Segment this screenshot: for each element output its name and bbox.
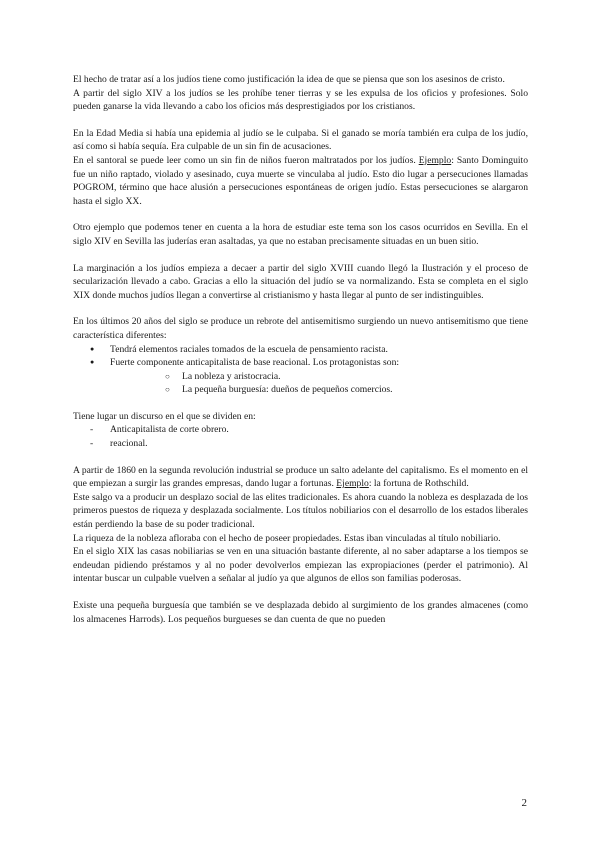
paragraph-desplazo: Este salgo va a producir un desplazo social de las elites tradicionales. Es ahora cuando la nobleza es desplazada de los primeros puestos de riqueza y desplazada socialmente. Los títulos nobiliarios con el desarrollo de los estados liberales están perdiendo la base de su poder tradicional. [73, 491, 528, 531]
paragraph-riqueza: La riqueza de la nobleza afloraba con el hecho de poseer propiedades. Estas iban vinculadas al título nobiliario. [73, 532, 501, 544]
example-label: Ejemplo [336, 478, 369, 490]
page-number: 2 [521, 797, 527, 809]
paragraph-1860: A partir de 1860 en la segunda revolución industrial se produce un salto adelante del capitalismo. Es el momento en el que empiezan a surgir las grandes empresas, dando lugar a fortunas. Ejemplo: la fortuna de Rothschild. [73, 464, 528, 490]
paragraph-siglo-xix: En el siglo XIX las casas nobiliarias se ven en una situación bastante diferente, al no saber adaptarse a los tiempos se endeudan pidiendo préstamos y al no poder devolverlos empiezan las expropiaciones (perder el patrimonio). Al intentar buscar un culpable vuelven a señalar al judío ya que algunos de ellos son familias poderosas. [73, 546, 528, 585]
paragraph-justification: El hecho de tratar así a los judíos tiene como justificación la idea de que se piensa que son los asesinos de cristo. [73, 74, 505, 85]
paragraph-discurso: Tiene lugar un discurso en el que se dividen en: [73, 410, 256, 422]
paragraph-middle-ages: En la Edad Media si había una epidemia al judío se le culpaba. Si el ganado se moría también era culpa de los judío, así como si había sequía. Era culpable de un sin fin de acusaciones. [73, 127, 528, 153]
sub-list [110, 370, 528, 397]
paragraph-prohibition: A partir del siglo XIV a los judíos se les prohíbe tener tierras y se les expulsa de los oficios y profesiones. Solo pueden ganarse la vida llevando a cabo los oficios más desprestigiados por los cristianos. [73, 87, 528, 113]
paragraph-sevilla: Otro ejemplo que podemos tener en cuenta a la hora de estudiar este tema son los casos ocurridos en Sevilla. En el siglo XIV en Sevilla las juderías eran asaltadas, ya que no estaban precisamente situadas en un buen sitio. [73, 222, 528, 247]
dash-list [73, 423, 528, 450]
dash-item: - reacional. [73, 437, 528, 451]
dash-item: - Anticapitalista de corte obrero. [73, 423, 528, 437]
document-body [73, 73, 528, 626]
paragraph-santoral: En el santoral se puede leer como un sin fin de niños fueron maltratados por los judíos. Ejemplo: Santo Dominguito fue un niño raptado, violado y asesinado, cuya muerte se vinculaba al judío. Esto dio lugar a persecuciones llamadas POGROM, término que hace alusión a persecuciones espontáneas de origen judío. Estas persecuciones se alargaron hasta el siglo XX. [73, 154, 529, 207]
example-label: Ejemplo [418, 154, 452, 166]
paragraph-marginacion: La marginación a los judíos empieza a decaer a partir del siglo XVIII cuando llegó la Ilustración y el proceso de secularización llevado a cabo. Gracias a ello la situación del judío se va normalizando. Esta se completa en el siglo XIX donde muchos judíos llegan a convertirse al cristianismo y hasta llegar al punto de ser indistinguibles. [73, 262, 528, 301]
paragraph-antisemitismo: En los últimos 20 años del siglo se produce un rebrote del antisemitismo surgiendo un nuevo antisemitismo que tiene característica diferentes: [73, 316, 528, 341]
bullet-item: ● Tendrá elementos raciales tomados de la escuela de pensamiento racista. [73, 343, 528, 357]
bullet-item: ● Fuerte componente anticapitalista de base reacional. Los protagonistas son: ○ La nobleza y aristocracia. ○ La pequeña burguesía: dueños de pequeños comercios. [73, 356, 528, 397]
sub-item: ○ La nobleza y aristocracia. [110, 370, 528, 384]
paragraph-burguesia: Existe una pequeña burguesía que también se ve desplazada debido al surgimiento de los grandes almacenes (como los almacenes Harrods). Los pequeños burgueses se dan cuenta de que no pueden [73, 600, 528, 625]
sub-item: ○ La pequeña burguesía: dueños de pequeños comercios. [110, 383, 528, 397]
bullet-list [73, 343, 528, 397]
